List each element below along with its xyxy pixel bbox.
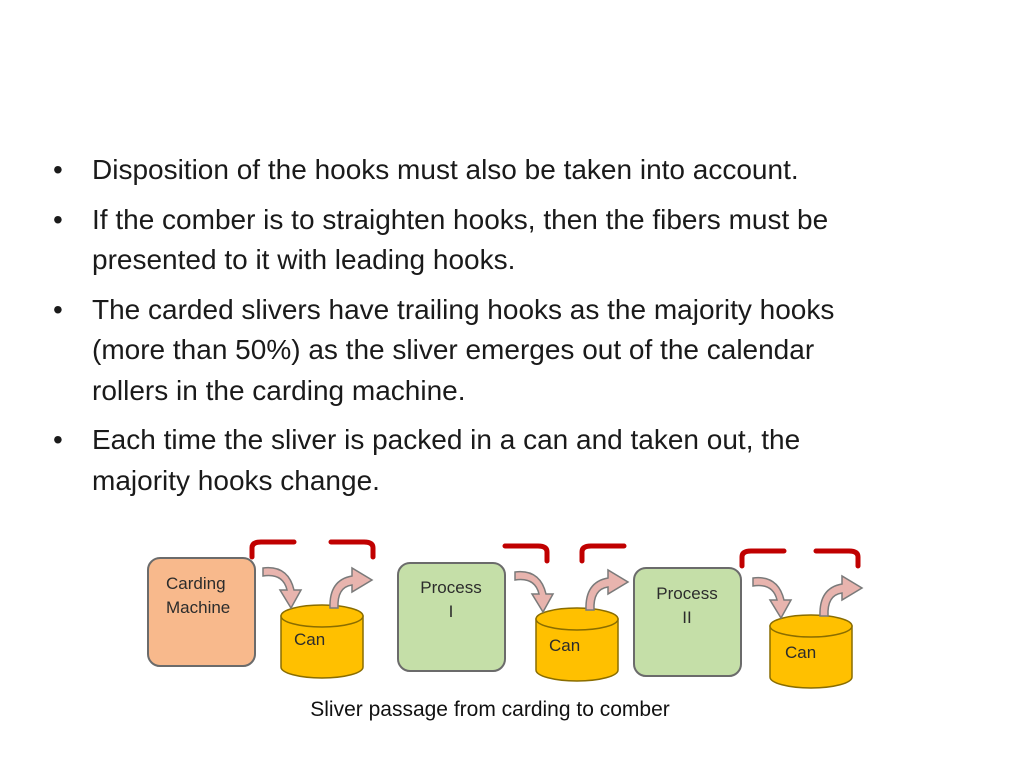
bullet-line: The carded slivers have trailing hooks as the majority hooks xyxy=(92,293,835,325)
machine-label-line: Machine xyxy=(166,598,231,617)
arrow-out-3-icon xyxy=(820,576,862,616)
bullet-list xyxy=(52,150,952,510)
leading-hook-icon xyxy=(505,546,547,561)
bullet-dot-icon: • xyxy=(53,154,63,185)
bullet-item-3 xyxy=(52,290,952,412)
bullet-line: rollers in the carding machine. xyxy=(92,374,466,406)
can-label: Can xyxy=(785,643,817,662)
bullet-line: Disposition of the hooks must also be taken into account. xyxy=(92,154,799,185)
machine-label-line: Process xyxy=(656,584,718,603)
can-top xyxy=(536,608,618,630)
bullet-dot-icon: • xyxy=(53,424,63,455)
trailing-hook-icon xyxy=(252,542,294,557)
can-top xyxy=(281,605,363,627)
trailing-hook-icon xyxy=(742,551,784,566)
machine-label-line: II xyxy=(682,608,692,627)
bullet-line: (more than 50%) as the sliver emerges out of the calendar xyxy=(92,334,815,365)
trailing-hook-icon xyxy=(582,546,624,561)
machine-label-line: Carding xyxy=(166,574,226,593)
can-label: Can xyxy=(549,636,581,655)
machine-label-line: I xyxy=(448,602,454,621)
bullet-item-2 xyxy=(52,200,952,281)
leading-hook-icon xyxy=(331,542,373,557)
can-top xyxy=(770,615,852,637)
bullet-dot-icon: • xyxy=(53,293,63,325)
machine-box-process-1 xyxy=(398,563,505,671)
can-3 xyxy=(770,615,852,688)
arrow-in-1-icon xyxy=(263,568,301,608)
bullet-line: If the comber is to straighten hooks, then the fibers must be xyxy=(92,203,829,235)
machine-box-carding xyxy=(148,558,255,666)
bullet-item-4 xyxy=(52,420,952,501)
can-1 xyxy=(281,605,363,678)
bullet-line: majority hooks change. xyxy=(92,464,380,496)
arrow-out-2-icon xyxy=(586,570,628,610)
machine-box-process-2 xyxy=(634,568,741,676)
leading-hook-icon xyxy=(816,551,858,566)
can-label: Can xyxy=(294,630,326,649)
arrow-out-1-icon xyxy=(330,568,372,608)
bullet-line: Each time the sliver is packed in a can and taken out, the xyxy=(92,424,801,455)
bullet-dot-icon: • xyxy=(53,203,63,235)
bullet-line: presented to it with leading hooks. xyxy=(92,244,516,275)
arrow-in-2-icon xyxy=(515,572,553,612)
diagram-caption: Sliver passage from carding to comber xyxy=(310,698,670,721)
arrow-in-3-icon xyxy=(753,578,791,618)
can-2 xyxy=(536,608,618,681)
bullet-item-1 xyxy=(52,150,952,191)
sliver-flow-diagram xyxy=(0,530,1024,700)
machine-label-line: Process xyxy=(420,578,482,597)
